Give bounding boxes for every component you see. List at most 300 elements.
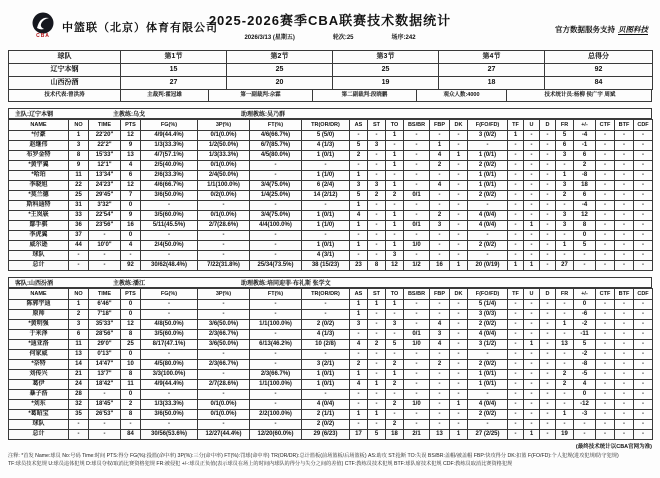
stat-cell: 2 (0/2) <box>468 191 508 201</box>
stat-cell: 0/1(0.0%) <box>198 410 250 420</box>
stat-cell: - <box>450 201 468 211</box>
stat-cell: 1 (0/1) <box>468 181 508 191</box>
stat-cell: 总计 <box>9 430 69 440</box>
stat-cell: 16 <box>430 261 450 271</box>
stat-cell: - <box>386 390 404 400</box>
stat-cell: 14'47" <box>89 360 121 370</box>
stat-cell: - <box>524 201 540 211</box>
stat-cell: 2 <box>386 400 404 410</box>
stat-cell: - <box>634 171 653 181</box>
stat-cell: 3 <box>430 221 450 231</box>
stat-cell: 2 <box>368 191 386 201</box>
stat-cell: 30/56(53.6%) <box>141 430 198 440</box>
stat-cell: - <box>524 360 540 370</box>
stat-cell: 3 <box>556 221 574 231</box>
assistant-coach: 助理教练:吴乃群 <box>241 112 285 118</box>
stat-cell: - <box>508 211 524 221</box>
stat-cell: 4/7(57.1%) <box>141 151 198 161</box>
stat-cell: 2/4(50.0%) <box>141 241 198 251</box>
stat-cell: 李虎翼 <box>9 231 69 241</box>
stat-cell: - <box>368 310 386 320</box>
stat-cell: - <box>615 370 634 380</box>
stat-cell: - <box>596 181 615 191</box>
stat-cell: - <box>556 161 574 171</box>
stat-cell: - <box>368 241 386 251</box>
stat-cell: - <box>634 131 653 141</box>
stat-cell: 9 <box>121 211 141 221</box>
stat-cell: *葛昭宝 <box>9 410 69 420</box>
stat-header-cell: CDF <box>634 289 653 300</box>
stat-cell: - <box>198 251 250 261</box>
stat-cell: - <box>368 320 386 330</box>
stat-cell: - <box>540 330 556 340</box>
stat-cell: 1 <box>386 211 404 221</box>
stat-cell: - <box>540 201 556 211</box>
stat-cell: 12/27(44.4%) <box>198 430 250 440</box>
stat-cell: 3 <box>556 151 574 161</box>
stat-cell: 1 <box>508 261 524 271</box>
stat-cell: 3/5(60.0%) <box>141 211 198 221</box>
stat-cell: 5 <box>574 241 596 251</box>
stat-header-cell: ST <box>368 120 386 131</box>
stat-cell: - <box>615 300 634 310</box>
stat-cell: - <box>556 350 574 360</box>
stat-cell: 13 <box>121 151 141 161</box>
stat-cell: 4/5(80.0%) <box>141 360 198 370</box>
stat-cell: - <box>404 310 430 320</box>
stat-cell: 2 (0/2) <box>302 320 350 330</box>
stat-cell: - <box>508 310 524 320</box>
stat-cell: *奈特 <box>9 360 69 370</box>
stat-cell: 1 <box>386 221 404 231</box>
stat-cell: - <box>508 151 524 161</box>
score-table <box>8 50 652 90</box>
stat-cell: 1 (1/0) <box>302 171 350 181</box>
stat-cell: 29'45" <box>89 191 121 201</box>
stat-cell: - <box>634 141 653 151</box>
stat-cell: - <box>556 400 574 410</box>
stat-cell: - <box>508 141 524 151</box>
stat-cell: - <box>556 360 574 370</box>
stat-cell: - <box>450 251 468 261</box>
stat-cell: - <box>524 131 540 141</box>
stat-cell: 布罗金特 <box>9 151 69 161</box>
team-label: 客队:山西汾酒 <box>15 281 53 287</box>
stat-cell: 3 <box>350 181 368 191</box>
stat-cell: 10'0" <box>89 241 121 251</box>
stat-cell: - <box>556 330 574 340</box>
stat-cell: - <box>634 211 653 221</box>
stat-cell: 3/3(100.0%) <box>141 370 198 380</box>
stat-cell: 1 <box>556 171 574 181</box>
score-cell: 25 <box>333 64 439 77</box>
stat-cell: 4/5(80.0%) <box>250 151 302 161</box>
stat-header-cell: CTF <box>596 120 615 131</box>
official-item: 主裁判:霍冠雄 <box>121 90 209 101</box>
stat-cell: 1 <box>350 241 368 251</box>
stat-cell: 3 <box>69 141 89 151</box>
stat-cell: - <box>540 400 556 410</box>
stat-cell: - <box>404 211 430 221</box>
score-cell: 山西汾酒 <box>9 77 121 90</box>
stat-cell: 2/3(66.7%) <box>198 330 250 340</box>
stat-header-cell: NAME <box>9 120 69 131</box>
stat-cell: 12 <box>386 261 404 271</box>
stat-cell: 6 <box>574 151 596 161</box>
stat-header-cell: CDF <box>634 120 653 131</box>
stat-cell: 0/1(0.0%) <box>198 400 250 410</box>
stat-cell: - <box>404 231 430 241</box>
stat-cell: 陈郭宇迪 <box>9 300 69 310</box>
stat-header-cell: PTS <box>121 120 141 131</box>
stat-cell: - <box>615 310 634 320</box>
stat-cell: - <box>508 360 524 370</box>
stat-cell: - <box>556 231 574 241</box>
stat-cell: - <box>404 350 430 360</box>
stat-header-cell: FBP <box>430 289 450 300</box>
stat-cell: - <box>450 420 468 430</box>
stat-cell: - <box>596 131 615 141</box>
score-cell: 15 <box>121 64 227 77</box>
stat-cell: - <box>524 320 540 330</box>
stat-cell: 35 <box>69 410 89 420</box>
stat-header-cell: NO <box>69 120 89 131</box>
stat-cell: - <box>450 141 468 151</box>
score-cell: 18 <box>439 77 545 90</box>
stat-cell: - <box>450 131 468 141</box>
team-score-row <box>9 64 653 77</box>
stat-cell: - <box>596 251 615 261</box>
stat-cell: - <box>508 410 524 420</box>
stat-cell: - <box>89 251 121 261</box>
stat-cell: 球队 <box>9 420 69 430</box>
stat-cell: 29'0" <box>89 340 121 350</box>
player-row <box>9 191 653 201</box>
stat-cell: - <box>634 221 653 231</box>
player-row <box>9 400 653 410</box>
stat-cell: 1 (0/1) <box>302 151 350 161</box>
stat-cell: - <box>430 231 450 241</box>
stat-cell: - <box>596 231 615 241</box>
stat-cell: 6 <box>574 191 596 201</box>
stat-header-cell: BTF <box>615 289 634 300</box>
stat-cell: - <box>540 211 556 221</box>
score-cell: 20 <box>227 77 333 90</box>
stat-cell: 0 <box>574 390 596 400</box>
stat-cell: 2 (0/2) <box>468 161 508 171</box>
stat-cell: 3 <box>368 141 386 151</box>
stat-cell: 2 <box>430 360 450 370</box>
stat-cell: - <box>450 161 468 171</box>
stat-cell: -4 <box>574 131 596 141</box>
stat-cell: 1/3(33.3%) <box>141 141 198 151</box>
stat-cell: - <box>596 141 615 151</box>
stat-cell: - <box>450 191 468 201</box>
stat-header-cell: TO <box>386 289 404 300</box>
stat-cell: 2 <box>350 360 368 370</box>
stat-header-cell: AS <box>350 120 368 131</box>
stat-cell: 13 <box>556 340 574 350</box>
stat-cell: - <box>368 350 386 360</box>
player-row <box>9 300 653 310</box>
footer-disclaimer: (最终技术统计以CBA官网为准) <box>575 444 652 450</box>
stat-cell: - <box>524 300 540 310</box>
stat-cell: 22'54" <box>89 211 121 221</box>
stat-cell: - <box>468 201 508 211</box>
stat-cell: 20 (0/19) <box>468 261 508 271</box>
stat-cell: - <box>302 350 350 360</box>
stat-cell: 27 (2/25) <box>468 430 508 440</box>
stat-cell: - <box>430 350 450 360</box>
stat-cell: - <box>596 340 615 350</box>
stat-cell: - <box>540 171 556 181</box>
stat-cell: 3 <box>69 320 89 330</box>
player-row <box>9 201 653 211</box>
stat-cell: - <box>450 211 468 221</box>
stat-cell: *迪亚洛 <box>9 340 69 350</box>
score-header-cell: 第4节 <box>439 51 545 64</box>
stat-cell: - <box>508 181 524 191</box>
stat-cell: 22'20" <box>89 131 121 141</box>
stat-cell: 4 <box>430 181 450 191</box>
stat-cell: - <box>302 201 350 211</box>
stat-cell: - <box>540 181 556 191</box>
stat-cell: 3 <box>556 181 574 191</box>
stat-cell: 6 <box>121 171 141 181</box>
player-row <box>9 410 653 420</box>
stat-cell: - <box>524 370 540 380</box>
stat-cell: - <box>508 400 524 410</box>
stat-cell: 18 <box>574 181 596 191</box>
footer-legend <box>8 452 652 468</box>
stat-cell: 0 <box>574 231 596 241</box>
player-row <box>9 390 653 400</box>
stat-cell: - <box>468 251 508 261</box>
stat-cell: - <box>350 231 368 241</box>
stat-cell: 4/9(44.4%) <box>141 131 198 141</box>
stat-cell: 0 <box>121 201 141 211</box>
stat-cell: 3/6(50.0%) <box>141 191 198 201</box>
stat-cell: 31 <box>69 201 89 211</box>
stat-cell: - <box>634 261 653 271</box>
stat-cell: - <box>540 151 556 161</box>
stat-cell: - <box>634 430 653 440</box>
stat-cell: 1 <box>524 340 540 350</box>
stat-cell: 7 <box>121 191 141 201</box>
stat-cell: - <box>596 241 615 251</box>
stat-cell: - <box>368 390 386 400</box>
player-stats-table <box>8 119 653 271</box>
stat-cell: 4 (0/4) <box>302 400 350 410</box>
stat-cell: - <box>596 430 615 440</box>
stat-cell: - <box>574 430 596 440</box>
stat-cell: 4 <box>350 380 368 390</box>
stat-cell: 22 <box>69 181 89 191</box>
stat-cell: 2/3(66.7%) <box>250 370 302 380</box>
stat-cell: - <box>141 420 198 430</box>
team-score-row <box>9 77 653 90</box>
stat-cell: - <box>508 320 524 330</box>
stat-cell: - <box>450 360 468 370</box>
stat-cell: 12/20(60.0%) <box>250 430 302 440</box>
stat-cell: - <box>615 191 634 201</box>
stat-cell: - <box>450 171 468 181</box>
stat-cell: - <box>540 251 556 261</box>
stat-cell: - <box>596 300 615 310</box>
stat-cell: 1/2(50.0%) <box>198 141 250 151</box>
stat-cell: - <box>615 181 634 191</box>
stat-cell: 7'18" <box>89 310 121 320</box>
stat-cell: 26'53" <box>89 410 121 420</box>
stat-cell: 27 <box>556 261 574 271</box>
stat-cell: - <box>524 181 540 191</box>
stat-header-cell: BS/BR <box>404 289 430 300</box>
stat-header-cell: FT(%) <box>250 289 302 300</box>
stat-cell: 3/6(50.0%) <box>198 320 250 330</box>
stat-cell: 44 <box>69 241 89 251</box>
stat-cell: - <box>596 191 615 201</box>
stat-cell: - <box>524 241 540 251</box>
stat-cell: 1 <box>350 310 368 320</box>
stat-cell: 1 <box>556 410 574 420</box>
stat-cell: 25/34(73.5%) <box>250 261 302 271</box>
stat-cell: - <box>430 410 450 420</box>
stat-cell: 5 (1/4) <box>468 300 508 310</box>
stat-cell: 1/1(100.0%) <box>250 380 302 390</box>
stat-cell: - <box>615 360 634 370</box>
stat-cell: 4/8(50.0%) <box>141 320 198 330</box>
stat-cell: - <box>450 181 468 191</box>
stat-cell: - <box>198 420 250 430</box>
stat-cell: 8 <box>121 370 141 380</box>
stat-cell: 1 <box>350 221 368 231</box>
stat-cell: 2/7(28.6%) <box>198 380 250 390</box>
stat-cell: - <box>250 360 302 370</box>
stat-cell: 2/3(66.7%) <box>198 360 250 370</box>
stat-cell: - <box>540 231 556 241</box>
stat-cell: - <box>198 350 250 360</box>
stat-cell: - <box>540 390 556 400</box>
stat-cell: - <box>302 231 350 241</box>
stat-cell: - <box>468 350 508 360</box>
stat-cell: 1 <box>368 410 386 420</box>
stat-header-cell: BTF <box>615 120 634 131</box>
stat-cell: - <box>634 350 653 360</box>
stat-cell: *刘东 <box>9 400 69 410</box>
stat-cell: - <box>368 131 386 141</box>
stat-cell: 4 <box>350 340 368 350</box>
stat-cell: 2 <box>386 380 404 390</box>
stat-cell: 6'46" <box>89 300 121 310</box>
stat-cell: - <box>524 390 540 400</box>
stat-cell: - <box>615 141 634 151</box>
stat-cell: 1 (0/1) <box>302 370 350 380</box>
stat-cell: 25 <box>121 340 141 350</box>
stat-cell: 6/7(85.7%) <box>250 141 302 151</box>
stat-cell: - <box>386 171 404 181</box>
stat-cell: - <box>634 420 653 430</box>
round-number: 轮次:25 <box>332 35 354 41</box>
stat-cell: - <box>141 390 198 400</box>
stat-cell: - <box>540 430 556 440</box>
stat-cell: 2 (0/2) <box>468 241 508 251</box>
stat-cell: - <box>430 241 450 251</box>
stat-cell: - <box>524 151 540 161</box>
team-info-row <box>8 277 652 288</box>
stat-cell: - <box>596 380 615 390</box>
stat-cell: 2 <box>574 161 596 171</box>
stat-cell: 1 <box>450 261 468 271</box>
stat-cell: - <box>540 300 556 310</box>
stat-cell: 7/22(31.8%) <box>198 261 250 271</box>
player-row <box>9 211 653 221</box>
stat-cell: - <box>596 420 615 430</box>
stat-cell: -11 <box>574 330 596 340</box>
stat-cell: 暴子浩 <box>9 390 69 400</box>
stat-header-cell: TF <box>508 120 524 131</box>
stat-cell: - <box>634 400 653 410</box>
stat-cell: - <box>524 350 540 360</box>
stat-cell: - <box>350 390 368 400</box>
stat-cell: 1 (1/0) <box>302 221 350 231</box>
player-row <box>9 310 653 320</box>
stat-cell: - <box>468 231 508 241</box>
stat-cell: - <box>450 310 468 320</box>
stat-cell: - <box>368 360 386 370</box>
stat-header-cell: NAME <box>9 289 69 300</box>
stat-cell: - <box>615 151 634 161</box>
stat-cell: - <box>386 330 404 340</box>
stat-cell: - <box>596 151 615 161</box>
stat-cell: - <box>508 171 524 181</box>
stat-cell: - <box>430 420 450 430</box>
stat-cell: -2 <box>574 320 596 330</box>
stat-cell: *黄明强 <box>9 320 69 330</box>
stat-header-cell: TR(OR/DR) <box>302 120 350 131</box>
stat-header-cell: PTS <box>121 289 141 300</box>
player-row <box>9 221 653 231</box>
stat-cell: 3 <box>430 330 450 340</box>
stat-cell: - <box>634 340 653 350</box>
player-row <box>9 181 653 191</box>
stat-cell: 1 <box>508 131 524 141</box>
stat-cell: 斯科迪特 <box>9 201 69 211</box>
stat-cell: 19 <box>556 430 574 440</box>
score-header-cell: 第2节 <box>227 51 333 64</box>
stat-cell: - <box>450 340 468 350</box>
stat-cell: 1 <box>524 221 540 231</box>
stat-cell: - <box>524 231 540 241</box>
stat-cell: - <box>615 400 634 410</box>
stat-cell: - <box>508 430 524 440</box>
stat-cell: 9 <box>121 141 141 151</box>
score-cell: 辽宁本钢 <box>9 64 121 77</box>
stat-cell: 11 <box>69 171 89 181</box>
stat-cell: 16 <box>121 221 141 231</box>
stat-cell: - <box>89 390 121 400</box>
stat-cell: 5 <box>574 340 596 350</box>
stat-cell: 1 (0/1) <box>302 211 350 221</box>
stat-cell: 3/6(50.0%) <box>141 410 198 420</box>
score-cell: 27 <box>121 77 227 90</box>
stat-cell: -4 <box>574 201 596 211</box>
stat-cell: 6/13(46.2%) <box>250 340 302 350</box>
stat-cell: - <box>615 350 634 360</box>
stat-cell: - <box>404 320 430 330</box>
stat-header-cell: NO <box>69 289 89 300</box>
stat-cell: - <box>468 141 508 151</box>
stat-cell: 4 <box>574 380 596 390</box>
